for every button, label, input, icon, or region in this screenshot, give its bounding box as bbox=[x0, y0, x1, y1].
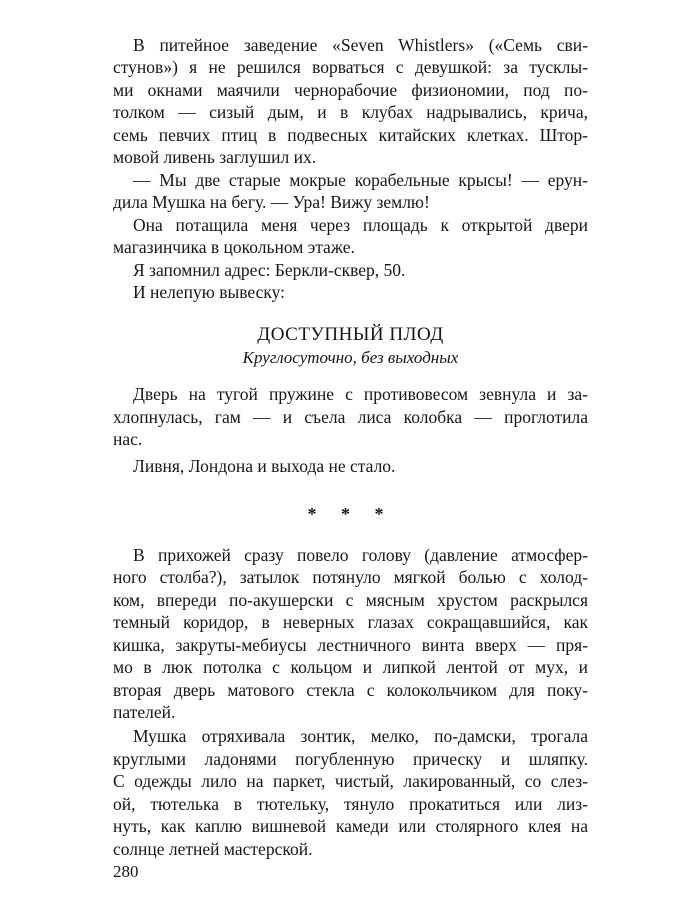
page-number: 280 bbox=[113, 862, 139, 881]
text-line: Она потащила меня через площадь к открытой двери bbox=[133, 215, 588, 235]
text-line: пателей. bbox=[113, 702, 176, 722]
section-separator: * * * bbox=[307, 504, 394, 524]
text-line: нуть, как каплю вишневой камеди или столярного клея на bbox=[113, 816, 588, 836]
text-line: С одежды лило на паркет, чистый, лакированный, со слез- bbox=[113, 771, 588, 791]
text-line: хлопнулась, гам — и съела лиса колобка — проглотила bbox=[113, 407, 588, 427]
text-line: ой, тютелька в тютельку, тянуло прокатиться или лиз- bbox=[113, 794, 588, 814]
text-line: Мушка отряхивала зонтик, мелко, по-дамски, трогала bbox=[133, 726, 588, 746]
text-line: толком — сизый дым, и в клубах надрывались, крича, bbox=[113, 102, 588, 122]
text-line: — Мы две старые мокрые корабельные крысы! — ерун- bbox=[133, 170, 588, 190]
text-line: нас. bbox=[113, 429, 143, 449]
text-line: мо в люк потолка с кольцом и липкой лентой от мух, и bbox=[113, 657, 588, 677]
text-line: ком, впереди по-акушерски с мясным хрустом раскрылся bbox=[113, 590, 588, 610]
text-line: семь певчих птиц в подвесных китайских клетках. Штор- bbox=[113, 125, 588, 145]
text-line: стунов») я не решился ворваться с девушкой: за тусклы- bbox=[113, 57, 588, 77]
sign-subtitle: Круглосуточно, без выходных bbox=[242, 348, 459, 367]
text-line: вторая дверь матового стекла с колокольчиком для поку- bbox=[113, 680, 588, 700]
text-line: ного столба?), затылок потянуло мягкой болью с холод- bbox=[113, 567, 588, 587]
text-line: магазинчика в цокольном этаже. bbox=[113, 237, 355, 257]
text-line: И нелепую вывеску: bbox=[133, 282, 285, 302]
text-line: В прихожей сразу повело голову (давление атмосфер- bbox=[133, 545, 588, 565]
text-line: В питейное заведение «Seven Whistlers» («Семь сви- bbox=[133, 35, 588, 55]
sign-title: ДОСТУПНЫЙ ПЛОД bbox=[257, 324, 444, 345]
text-line: Дверь на тугой пружине с противовесом зевнула и за- bbox=[133, 384, 588, 404]
text-line: Я запомнил адрес: Беркли-сквер, 50. bbox=[133, 260, 406, 280]
text-line: кишка, закруты-мебиусы лестничного винта вверх — пря- bbox=[113, 635, 588, 655]
text-line: мовой ливень заглушил их. bbox=[113, 147, 317, 167]
text-line: круглыми ладонями погубленную прическу и шляпку. bbox=[113, 749, 588, 769]
text-line: дила Мушка на бегу. — Ура! Вижу землю! bbox=[113, 192, 430, 212]
text-line: солнце летней мастерской. bbox=[113, 839, 313, 859]
text-line: ми окнами маячили чернорабочие физиономии, под по- bbox=[113, 80, 588, 100]
text-line: Ливня, Лондона и выхода не стало. bbox=[133, 456, 396, 476]
text-line: темный коридор, в неверных глазах сокращавшийся, как bbox=[113, 612, 588, 632]
